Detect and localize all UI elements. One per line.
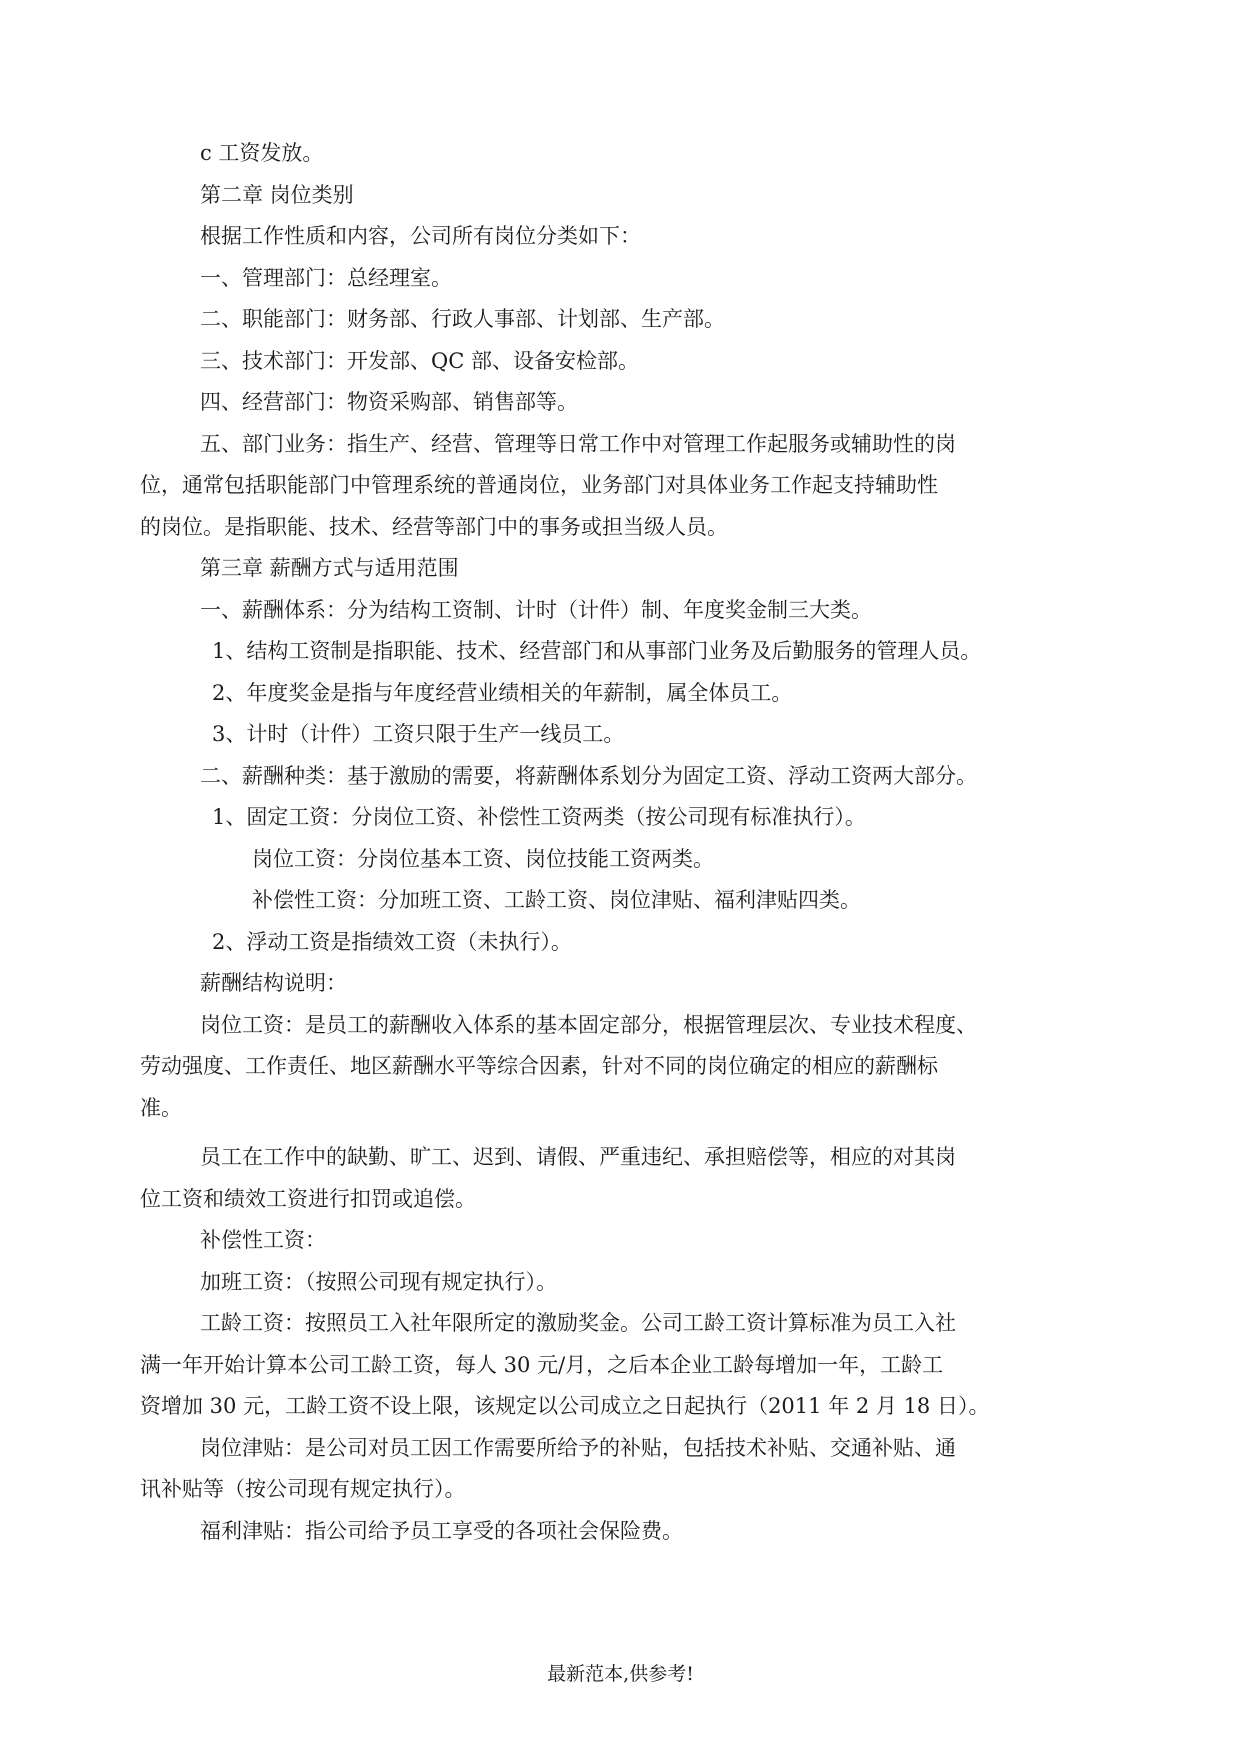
dept-functional: 二、职能部门：财务部、行政人事部、计划部、生产部。: [200, 307, 725, 331]
allowance-line-1: 岗位津贴：是公司对员工因工作需要所给予的补贴，包括技术补贴、交通补贴、通: [200, 1435, 956, 1460]
paragraph-gap: [200, 1129, 1112, 1137]
item-c-pay-distribution: c 工资发放。: [200, 141, 324, 165]
fixed-pay-post: 岗位工资：分岗位基本工资、岗位技能工资两类。: [252, 846, 714, 871]
dept-business-line-3: 的岗位。是指职能、技术、经营等部门中的事务或担当级人员。: [140, 514, 728, 539]
deduction-line-2: 位工资和绩效工资进行扣罚或追偿。: [140, 1186, 476, 1211]
pay-types: 二、薪酬种类：基于激励的需要，将薪酬体系划分为固定工资、浮动工资两大部分。: [200, 763, 977, 788]
allowance-line-2: 讯补贴等（按公司现有规定执行）。: [140, 1477, 466, 1501]
compensation-pay-heading: 补偿性工资：: [200, 1228, 326, 1252]
seniority-line-1: 工龄工资：按照员工入社年限所定的激励奖金。公司工龄工资计算标准为员工入社: [200, 1311, 956, 1335]
dept-operations: 四、经营部门：物资采购部、销售部等。: [200, 390, 578, 414]
allowance-paragraph: [140, 1428, 1112, 1511]
classification-intro: 根据工作性质和内容，公司所有岗位分类如下：: [200, 224, 641, 248]
seniority-line-2: 满一年开始计算本公司工龄工资，每人 30 元/月，之后本企业工龄每增加一年，工龄工: [140, 1352, 944, 1377]
dept-technical: 三、技术部门：开发部、QC 部、设备安检部。: [200, 348, 639, 373]
dept-business-line-1: 五、部门业务：指生产、经营、管理等日常工作中对管理工作起服务或辅助性的岗: [200, 431, 956, 456]
seniority-pay-paragraph: [140, 1303, 1112, 1428]
pay-system: 一、薪酬体系：分为结构工资制、计时（计件）制、年度奖金制三大类。: [200, 597, 872, 622]
fixed-pay: 1、固定工资：分岗位工资、补偿性工资两类（按公司现有标准执行）。: [212, 805, 866, 829]
dept-business-paragraph: [140, 424, 1112, 549]
post-pay-line-2: 劳动强度、工作责任、地区薪酬水平等综合因素，针对不同的岗位确定的相应的薪酬标: [140, 1054, 938, 1078]
page-footer: 最新范本,供参考!: [547, 1663, 694, 1685]
post-pay-line-3: 准。: [140, 1095, 182, 1120]
seniority-line-3: 资增加 30 元，工龄工资不设上限，该规定以公司成立之日起执行（2011 年 2 月 18 日）。: [140, 1394, 990, 1418]
pay-system-item-2: 2、年度奖金是指与年度经营业绩相关的年薪制，属全体员工。: [212, 680, 793, 705]
welfare-allowance: 福利津贴：指公司给予员工享受的各项社会保险费。: [200, 1518, 683, 1543]
dept-management: 一、管理部门：总经理室。: [200, 265, 452, 290]
dept-business-line-2: 位，通常包括职能部门中管理系统的普通岗位，业务部门对具体业务工作起支持辅助性: [140, 473, 938, 497]
pay-system-item-1: 1、结构工资制是指职能、技术、经营部门和从事部门业务及后勤服务的管理人员。: [212, 639, 982, 663]
pay-system-item-3: 3、计时（计件）工资只限于生产一线员工。: [212, 722, 625, 746]
floating-pay: 2、浮动工资是指绩效工资（未执行）。: [212, 929, 572, 954]
post-pay-paragraph: [140, 1005, 1112, 1130]
deduction-line-1: 员工在工作中的缺勤、旷工、迟到、请假、严重违纪、承担赔偿等，相应的对其岗: [200, 1145, 956, 1169]
fixed-pay-compensation: 补偿性工资：分加班工资、工龄工资、岗位津贴、福利津贴四类。: [252, 888, 861, 912]
chapter-2-heading: 第二章 岗位类别: [200, 182, 354, 207]
deduction-paragraph: [140, 1137, 1112, 1220]
chapter-3-heading: 第三章 薪酬方式与适用范围: [200, 556, 459, 580]
overtime-pay: 加班工资：（按照公司现有规定执行）。: [200, 1269, 557, 1294]
structure-explanation-heading: 薪酬结构说明：: [200, 971, 347, 995]
post-pay-line-1: 岗位工资：是员工的薪酬收入体系的基本固定部分，根据管理层次、专业技术程度、: [200, 1012, 977, 1037]
document-body: [140, 133, 1112, 1552]
